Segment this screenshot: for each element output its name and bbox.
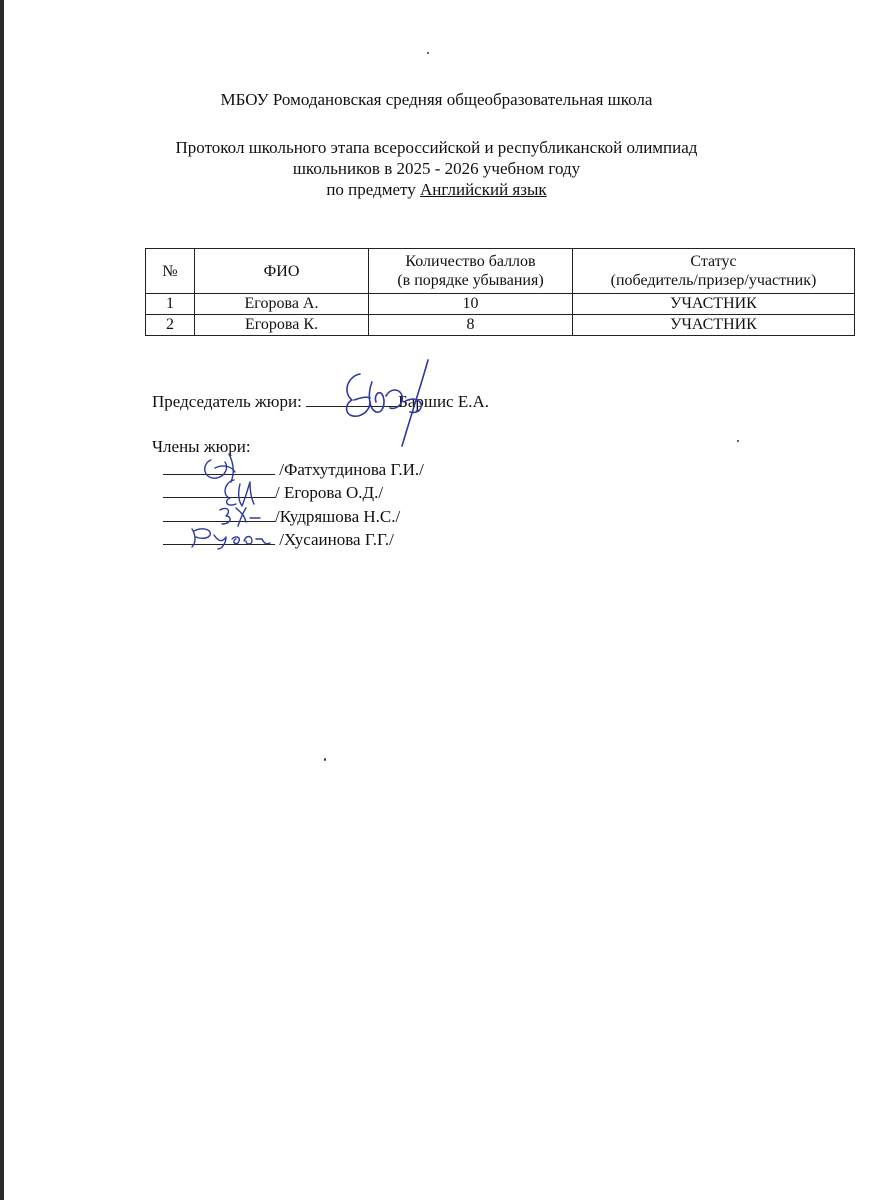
table-row [146, 294, 855, 315]
title-line-2: школьников в 2025 - 2026 учебном году [292, 159, 581, 178]
subject-line [0, 179, 873, 200]
subject-prefix: по предмету [326, 180, 421, 199]
chair-label: Председатель жюри: [152, 392, 307, 411]
jury-members-heading: Члены жюри: [152, 437, 251, 456]
scan-speck [427, 52, 429, 54]
header-status [573, 249, 855, 294]
header-status-line-2: (победитель/призер/участник) [610, 272, 817, 289]
scan-speck [737, 440, 739, 442]
header-name: ФИО [195, 249, 369, 294]
chair-signature [330, 352, 440, 452]
member-name: /Кудряшова Н.С./ [275, 507, 401, 526]
row-num: 2 [146, 315, 195, 336]
chair-name: Баршис Е.А. [398, 392, 490, 411]
header-score [369, 249, 573, 294]
table-header-row [146, 249, 855, 294]
member-name: / Егорова О.Д./ [275, 483, 384, 502]
document-title [0, 137, 873, 200]
row-status: УЧАСТНИК [573, 294, 855, 315]
school-name: МБОУ Ромодановская средняя общеобразовательная школа [220, 90, 653, 109]
table-row [146, 315, 855, 336]
results-table [145, 248, 855, 336]
header-status-line-1: Статус [690, 253, 737, 270]
row-status: УЧАСТНИК [573, 315, 855, 336]
jury-member-line [163, 483, 383, 503]
jury-member-line [163, 507, 400, 527]
row-score: 10 [369, 294, 573, 315]
row-num: 1 [146, 294, 195, 315]
member-name: /Фатхутдинова Г.И./ [275, 460, 424, 479]
header-num: № [146, 249, 195, 294]
row-score: 8 [369, 315, 573, 336]
header-score-line-2: (в порядке убывания) [397, 272, 544, 289]
member-name: /Хусаинова Г.Г./ [275, 530, 394, 549]
header-score-line-1: Количество баллов [405, 253, 536, 270]
row-name: Егорова А. [195, 294, 369, 315]
member-signature [182, 525, 278, 551]
subject-value: Английский язык [420, 180, 547, 199]
title-line-1: Протокол школьного этапа всероссийской и республиканской олимпиад [175, 138, 698, 157]
scan-speck [324, 758, 326, 761]
row-name: Егорова К. [195, 315, 369, 336]
